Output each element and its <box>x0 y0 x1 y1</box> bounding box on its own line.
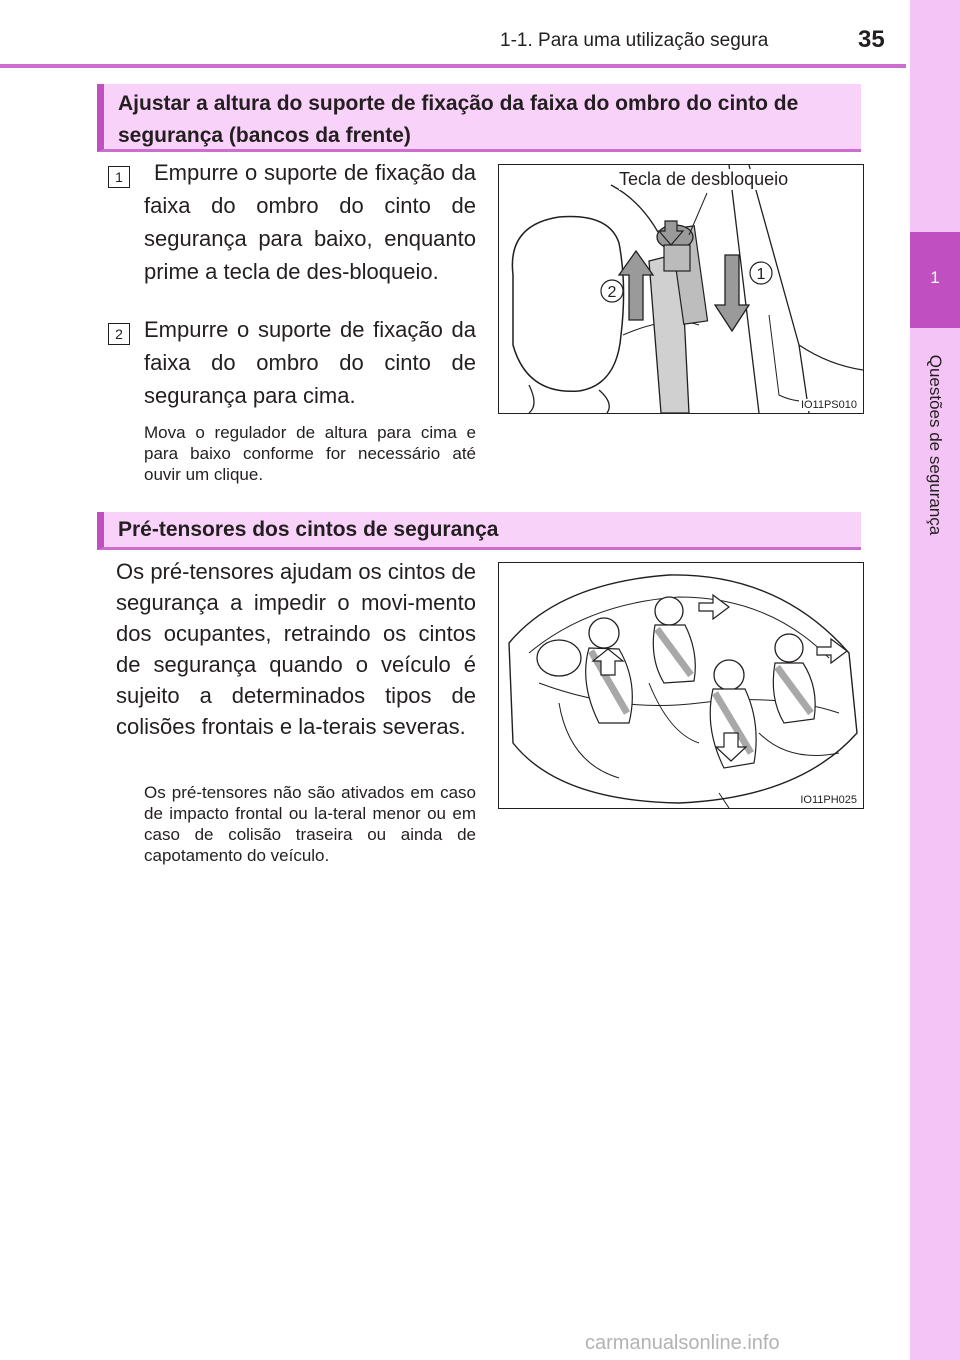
header-section-title: 1-1. Para uma utilização segura <box>500 30 769 51</box>
section1-note: Mova o regulador de altura para cima e para baixo conforme for necessário até ouvir um clique. <box>144 423 476 484</box>
figure-code: IO11PH025 <box>800 794 857 806</box>
header-rule <box>0 64 906 68</box>
figure-code: IO11PS010 <box>800 399 857 411</box>
figure-shoulder-anchor <box>498 164 864 414</box>
watermark: carmanualsonline.info <box>585 1332 780 1354</box>
figure-marker-down: 1 <box>756 266 766 283</box>
step-text-2: Empurre o suporte de fixação da faixa do ombro do cinto de segurança para cima. <box>144 317 476 408</box>
figure-marker-up: 2 <box>607 284 617 301</box>
cabin-occupants-illustration <box>499 563 863 808</box>
unlock-button-callout: Tecla de desbloqueio <box>619 169 789 189</box>
figure-pretensioners <box>498 562 864 809</box>
pretensioner-description: Os pré-tensores ajudam os cintos de segurança a impedir o movi-mento dos ocupantes, retraindo os cintos de segurança quando o veículo é sujeito a determinados tipos de colisões frontais e la-terais severas. <box>116 559 476 739</box>
step-text-1: Empurre o suporte de fixação da faixa do ombro do cinto de segurança para baixo, enquanto prime a tecla de des-bloqueio. <box>144 160 476 284</box>
section-heading-shoulder-anchor: Ajustar a altura do suporte de fixação da faixa do ombro do cinto de segurança (bancos da frente) <box>97 84 861 152</box>
section-heading-pretensioners: Pré-tensores dos cintos de segurança <box>97 512 861 550</box>
side-tab-strip <box>910 0 960 1360</box>
step-number-1: 1 <box>108 166 130 188</box>
chapter-number: 1 <box>930 268 940 287</box>
shoulder-anchor-illustration <box>499 165 863 413</box>
pretensioner-note: Os pré-tensores não são ativados em caso de impacto frontal ou la-teral menor ou em caso de colisão traseira ou ainda de capotamento do veículo. <box>144 783 476 865</box>
chapter-title: Questões de segurança <box>926 354 945 536</box>
page-number: 35 <box>858 26 885 53</box>
step-number-2: 2 <box>108 323 130 345</box>
